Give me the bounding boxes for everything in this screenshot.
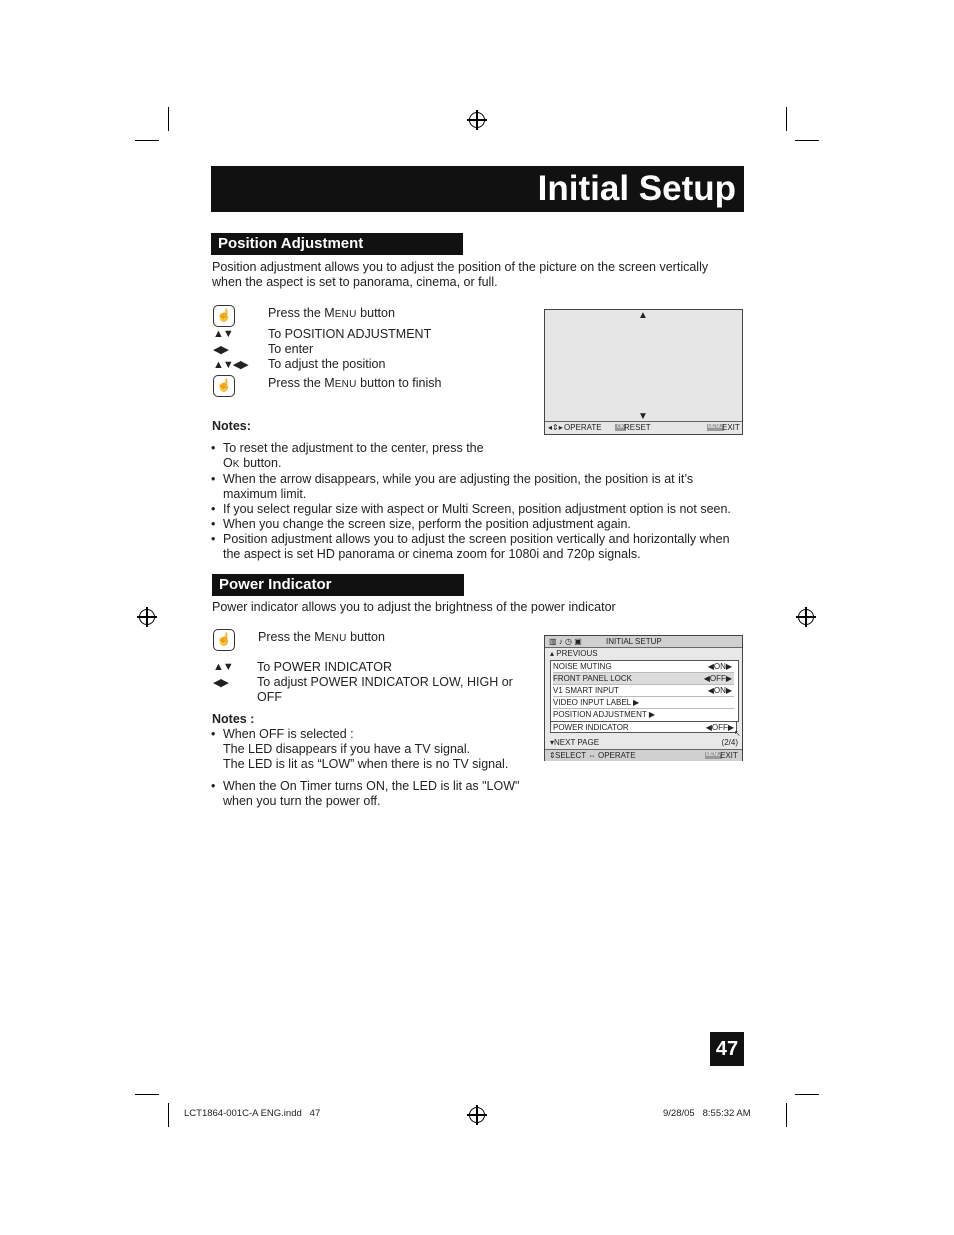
step-text: button [356, 306, 395, 320]
menu-row-label: V1 SMART INPUT [553, 686, 619, 695]
menu-key-icon: MENU [706, 752, 721, 758]
note-item [211, 532, 746, 562]
menu-row [553, 709, 734, 720]
section-heading-position-adjustment [211, 233, 463, 255]
left-right-arrow-icon: ◀▶ [213, 344, 228, 356]
note-item [211, 779, 531, 809]
up-down-arrow-icon: ▲▼ [213, 328, 233, 340]
menu-hand-icon: ☝ [213, 305, 235, 327]
intro-line: when the aspect is set to panorama, cinema, or full. [212, 275, 498, 289]
operate-label: OPERATE [564, 423, 602, 432]
registration-mark-icon [469, 112, 485, 128]
exit-label: EXIT [720, 751, 738, 760]
note-line: the aspect is set HD panorama or cinema zoom for 1080i and 720p signals. [223, 547, 641, 561]
note-item [211, 441, 746, 472]
note-text: button. [239, 456, 282, 470]
step-text: button [346, 630, 385, 644]
step-line: OFF [257, 690, 282, 704]
menu-row [553, 697, 734, 709]
crop-mark [135, 1094, 159, 1095]
position-screen-illustration [544, 309, 743, 435]
step-smallcaps: ENU [334, 379, 357, 390]
intro-line: Position adjustment allows you to adjust the position of the picture on the screen vertically [212, 260, 709, 274]
step-line: To adjust POWER INDICATOR LOW, HIGH or [257, 675, 513, 689]
menu-list-box [550, 660, 739, 722]
menu-header-title: INITIAL SETUP [606, 637, 662, 646]
note-line: • When the On Timer turns ON, the LED is lit as "LOW" [223, 779, 520, 793]
menu-hand-icon: ☝ [213, 375, 235, 397]
note-line: The LED disappears if you have a TV signal. [223, 742, 471, 756]
crop-mark [168, 107, 169, 131]
menu-key-icon: MENU [708, 424, 723, 430]
menu-row-label: POWER INDICATOR [553, 723, 629, 732]
title-bar [211, 166, 744, 212]
crop-mark [786, 107, 787, 131]
note-line [223, 456, 746, 472]
step-adjust: To adjust the position [268, 357, 386, 371]
left-right-arrow-icon: ⇔ [588, 751, 596, 760]
left-right-arrow-icon: ◀▶ [213, 677, 228, 689]
note-item [211, 472, 746, 502]
note-line: • To reset the adjustment to the center, press the [223, 441, 484, 455]
step-smallcaps: ENU [334, 309, 357, 320]
reset-label: RESET [624, 423, 651, 432]
menu-row-label: NOISE MUTING [553, 662, 612, 671]
crop-mark [786, 1103, 787, 1127]
power-notes [211, 727, 531, 809]
menu-row-value: ◀OFF▶ [703, 674, 732, 683]
note-line: • When you change the screen size, perform the position adjustment again. [223, 517, 631, 531]
footer-file: LCT1864-001C-A ENG.indd 47 [184, 1108, 321, 1119]
step-to-enter: To enter [268, 342, 314, 356]
four-way-arrow-icon: ◂⇕▸ [548, 423, 563, 432]
previous-label: PREVIOUS [556, 649, 598, 658]
menu-row-value-text: OFF [711, 723, 728, 732]
note-line: • If you select regular size with aspect or Multi Screen, position adjustment option is not seen. [223, 502, 731, 516]
section-heading-label: Power Indicator [219, 576, 332, 593]
four-way-arrow-icon: ▲▼◀▶ [213, 359, 248, 371]
menu-row [553, 673, 734, 685]
up-down-arrow-icon: ⇕ [549, 751, 556, 760]
next-page-label: NEXT PAGE [554, 738, 600, 747]
note-line: • When the arrow disappears, while you are adjusting the position, the position is at it’s [223, 472, 694, 486]
exit-label: EXIT [722, 423, 740, 432]
menu-row-value-text: ON [713, 662, 726, 671]
select-label: SELECT [555, 751, 587, 760]
page-number: 47 [710, 1032, 744, 1066]
note-item [211, 517, 746, 532]
ok-key-icon: OK [617, 424, 625, 430]
crop-mark [795, 140, 819, 141]
footer-date: 9/28/05 8:55:32 AM [663, 1108, 751, 1119]
note-item [211, 502, 746, 517]
step-press-menu [268, 306, 395, 322]
note-text: O [223, 456, 233, 470]
registration-mark-icon [798, 609, 814, 625]
previous-item: ▴ PREVIOUS [550, 649, 598, 658]
menu-row [553, 685, 734, 697]
step-to-position: To POSITION ADJUSTMENT [268, 327, 432, 341]
menu-row [553, 661, 734, 673]
menu-row-label: VIDEO INPUT LABEL ▶ [553, 698, 640, 707]
step-text: Press the M [268, 306, 335, 320]
cursor-icon: ↖ [734, 729, 741, 738]
next-page-row: ▾NEXT PAGE (2/4) [550, 738, 738, 747]
notes-label: Notes: [212, 419, 251, 433]
section-heading-label: Position Adjustment [218, 235, 364, 252]
registration-mark-icon [139, 609, 155, 625]
crop-mark [135, 140, 159, 141]
step-smallcaps: ENU [324, 633, 347, 644]
page-indicator: (2/4) [721, 738, 738, 747]
menu-footer [545, 749, 742, 761]
menu-row-label: POSITION ADJUSTMENT ▶ [553, 710, 656, 719]
menu-tab-icons: ▥ ♪ ◷ ▣ [549, 637, 582, 646]
note-smallcaps: K [232, 459, 240, 470]
page-title: Initial Setup [537, 169, 736, 208]
down-arrow-icon: ▼ [638, 411, 648, 422]
initial-setup-menu-illustration [544, 635, 743, 761]
menu-hand-icon: ☝ [213, 629, 235, 651]
crop-mark [168, 1103, 169, 1127]
notes-label: Notes : [212, 712, 255, 726]
menu-row-value: ◀ON▶ [707, 686, 732, 695]
operate-label: OPERATE [598, 751, 636, 760]
registration-mark-icon [469, 1107, 485, 1123]
power-intro: Power indicator allows you to adjust the brightness of the power indicator [212, 600, 616, 614]
step-to-power-indicator: To POWER INDICATOR [257, 660, 392, 674]
menu-row-selected [550, 721, 737, 733]
note-line: when you turn the power off. [223, 794, 381, 808]
step-press-menu-finish [268, 376, 441, 392]
note-line: • Position adjustment allows you to adjust the screen position vertically and horizontally when [223, 532, 730, 546]
section-heading-power-indicator [212, 574, 464, 596]
menu-row-label: FRONT PANEL LOCK [553, 674, 632, 683]
note-line: maximum limit. [223, 487, 307, 501]
step-adjust-power [257, 675, 513, 705]
note-line: • When OFF is selected : [223, 727, 354, 741]
menu-header [545, 636, 742, 648]
menu-row-value: ◀ON▶ [707, 662, 732, 671]
position-notes [211, 441, 746, 562]
step-press-menu [258, 630, 385, 646]
note-line: The LED is lit as “LOW” when there is no TV signal. [223, 757, 509, 771]
menu-row-value-text: OFF [709, 674, 726, 683]
step-text: Press the M [268, 376, 335, 390]
up-arrow-icon: ▲ [638, 310, 648, 321]
note-item [211, 727, 531, 772]
step-text: Press the M [258, 630, 325, 644]
screen-footer [545, 421, 742, 434]
menu-row-value-text: ON [713, 686, 726, 695]
position-intro [212, 260, 742, 290]
menu-row-value: ◀OFF▶ [705, 723, 734, 732]
step-text: button to finish [356, 376, 442, 390]
crop-mark [795, 1094, 819, 1095]
up-down-arrow-icon: ▲▼ [213, 661, 233, 673]
